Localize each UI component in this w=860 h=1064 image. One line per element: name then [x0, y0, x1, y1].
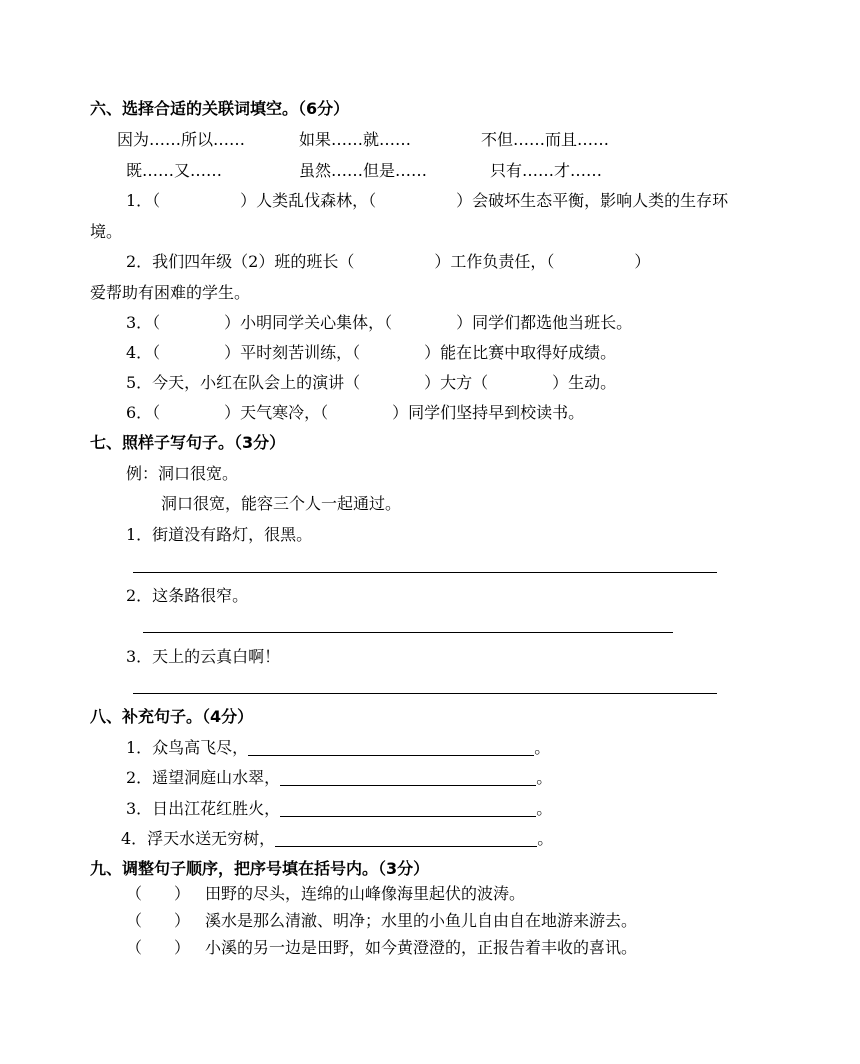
- s6-question-1-line2: 境。: [90, 222, 123, 241]
- s9-bracket-2[interactable]: （ ）: [126, 911, 191, 930]
- s7-example-1: 例：洞口很宽。: [126, 464, 239, 483]
- s6-question-2-line1: 2．我们四年级（2）班的班长（ ）工作负责任，（ ）: [126, 252, 651, 271]
- s6-question-6: 6．（ ）天气寒冷，（ ）同学们坚持早到校读书。: [126, 403, 585, 422]
- s6-question-3: 3．（ ）小明同学关心集体，（ ）同学们都选他当班长。: [126, 313, 633, 332]
- s8-q1-text: 1．众鸟高飞尽，: [126, 738, 249, 757]
- s7-question-3: 3．天上的云真白啊！: [126, 647, 281, 666]
- s8-q2-text: 2．遥望洞庭山水翠，: [126, 768, 281, 787]
- s8-q2-end: 。: [536, 768, 553, 787]
- option-3: 不但……而且……: [481, 130, 610, 149]
- s8-q4-text: 4．浮天水送无穷树，: [121, 829, 276, 848]
- s8-q4-end: 。: [537, 829, 554, 848]
- s8-q4-blank[interactable]: [275, 831, 537, 847]
- s9-bracket-1[interactable]: （ ）: [126, 884, 191, 903]
- s9-sentence-1: 田野的尽头，连绵的山峰像海里起伏的波涛。: [205, 884, 526, 903]
- s7-answer-line-1[interactable]: [133, 572, 717, 573]
- option-5: 虽然……但是……: [299, 161, 428, 180]
- s6-question-2-line2: 爱帮助有困难的学生。: [90, 283, 251, 302]
- s8-q3-end: 。: [536, 799, 553, 818]
- option-6: 只有……才……: [490, 161, 603, 180]
- s9-bracket-3[interactable]: （ ）: [126, 938, 191, 957]
- s6-question-1-line1: 1．（ ）人类乱伐森林，（ ）会破坏生态平衡，影响人类的生存环: [126, 191, 729, 210]
- option-1: 因为……所以……: [117, 130, 246, 149]
- section-7-title: 七、照样子写句子。（3分）: [90, 433, 286, 452]
- s6-question-4: 4．（ ）平时刻苦训练，（ ）能在比赛中取得好成绩。: [126, 343, 617, 362]
- s8-q1-blank[interactable]: [248, 740, 534, 756]
- s8-question-3: [126, 799, 552, 819]
- s8-question-4: [121, 829, 553, 849]
- s8-question-1: [126, 738, 550, 758]
- s8-question-2: [126, 768, 552, 788]
- option-4: 既……又……: [126, 161, 223, 180]
- s8-q1-end: 。: [534, 738, 551, 757]
- s7-question-2: 2．这条路很窄。: [126, 586, 249, 605]
- option-2: 如果……就……: [299, 130, 412, 149]
- s7-example-2: 洞口很宽，能容三个人一起通过。: [161, 494, 402, 513]
- s8-q2-blank[interactable]: [280, 770, 536, 786]
- s8-q3-blank[interactable]: [280, 801, 536, 817]
- s7-question-1: 1．街道没有路灯，很黑。: [126, 525, 313, 544]
- s6-question-5: 5．今天，小红在队会上的演讲（ ）大方（ ）生动。: [126, 373, 617, 392]
- s8-q3-text: 3．日出江花红胜火，: [126, 799, 281, 818]
- section-8-title: 八、补充句子。（4分）: [90, 707, 254, 726]
- s7-answer-line-3[interactable]: [133, 693, 717, 694]
- section-6-title: 六、选择合适的关联词填空。（6分）: [90, 99, 350, 118]
- section-9-title: 九、调整句子顺序，把序号填在括号内。（3分）: [90, 859, 430, 878]
- s9-sentence-2: 溪水是那么清澈、明净；水里的小鱼儿自由自在地游来游去。: [205, 911, 638, 930]
- s7-answer-line-2[interactable]: [143, 632, 673, 633]
- s9-sentence-3: 小溪的另一边是田野，如今黄澄澄的，正报告着丰收的喜讯。: [205, 938, 638, 957]
